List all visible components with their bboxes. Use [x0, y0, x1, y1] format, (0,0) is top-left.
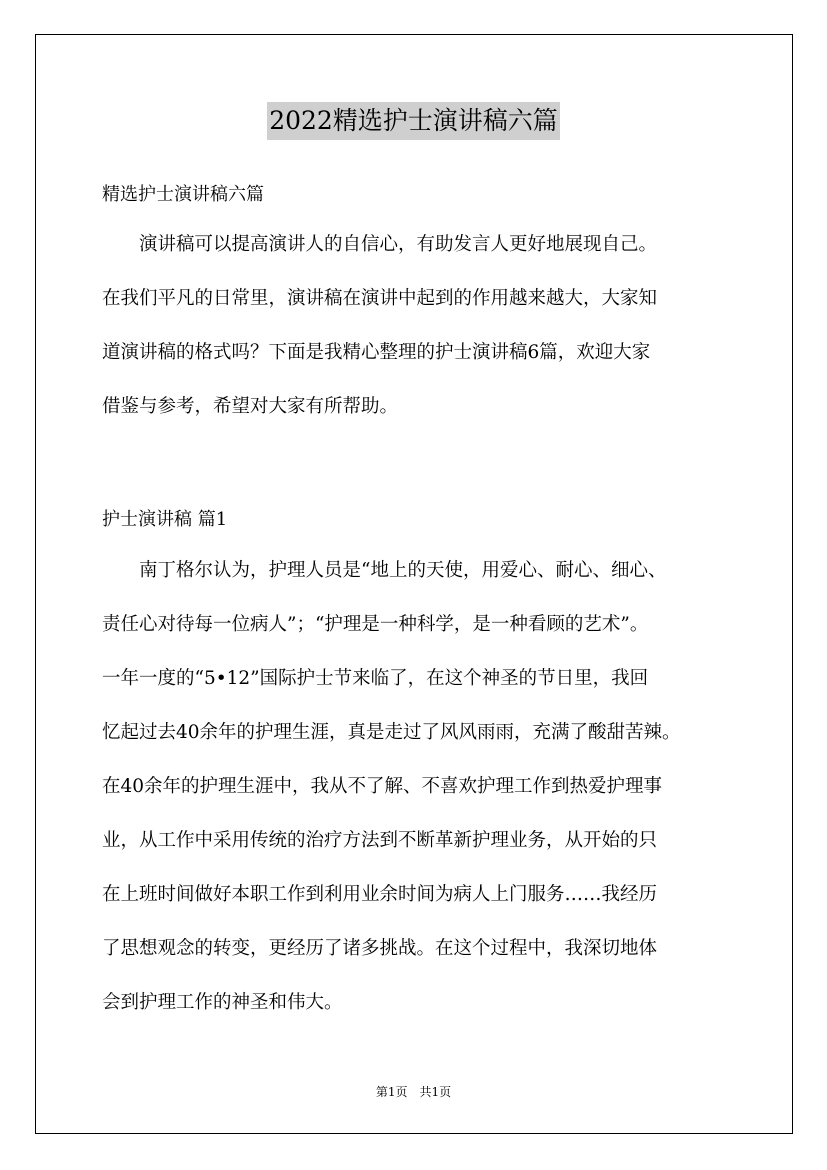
section-line: 业，从工作中采用传统的治疗方法到不断革新护理业务，从开始的只 [102, 830, 658, 851]
section-line: 忆起过去40余年的护理生涯，真是走过了风风雨雨，充满了酸甜苦辣。 [102, 722, 681, 743]
page-footer: 第1页 共1页 [375, 1085, 452, 1099]
section-line: 责任心对待每一位病人”；“护理是一种科学，是一种看顾的艺术”。 [102, 614, 649, 635]
section-line: 在40余年的护理生涯中，我从不了解、不喜欢护理工作到热爱护理事 [102, 776, 663, 797]
document-subtitle: 精选护士演讲稿六篇 [102, 184, 264, 205]
section-heading: 护士演讲稿 篇1 [102, 509, 228, 530]
section-line: 南丁格尔认为，护理人员是“地上的天使，用爱心、耐心、细心、 [102, 560, 667, 581]
document-title: 2022精选护士演讲稿六篇 [267, 102, 560, 140]
section-line: 了思想观念的转变，更经历了诸多挑战。在这个过程中，我深切地体 [102, 938, 658, 959]
intro-line: 演讲稿可以提高演讲人的自信心，有助发言人更好地展现自己。 [102, 234, 658, 255]
intro-line: 道演讲稿的格式吗？下面是我精心整理的护士演讲稿6篇，欢迎大家 [102, 342, 651, 363]
section-line: 一年一度的“5•12”国际护士节来临了，在这个神圣的节日里，我回 [102, 668, 649, 689]
section-paragraph [102, 544, 742, 1030]
section-line: 会到护理工作的神圣和伟大。 [102, 992, 343, 1013]
title-container [0, 102, 827, 140]
intro-paragraph [102, 218, 742, 434]
section-line: 在上班时间做好本职工作到利用业余时间为病人上门服务……我经历 [102, 884, 658, 905]
intro-line: 在我们平凡的日常里，演讲稿在演讲中起到的作用越来越大，大家知 [102, 288, 658, 309]
intro-line: 借鉴与参考，希望对大家有所帮助。 [102, 396, 399, 417]
